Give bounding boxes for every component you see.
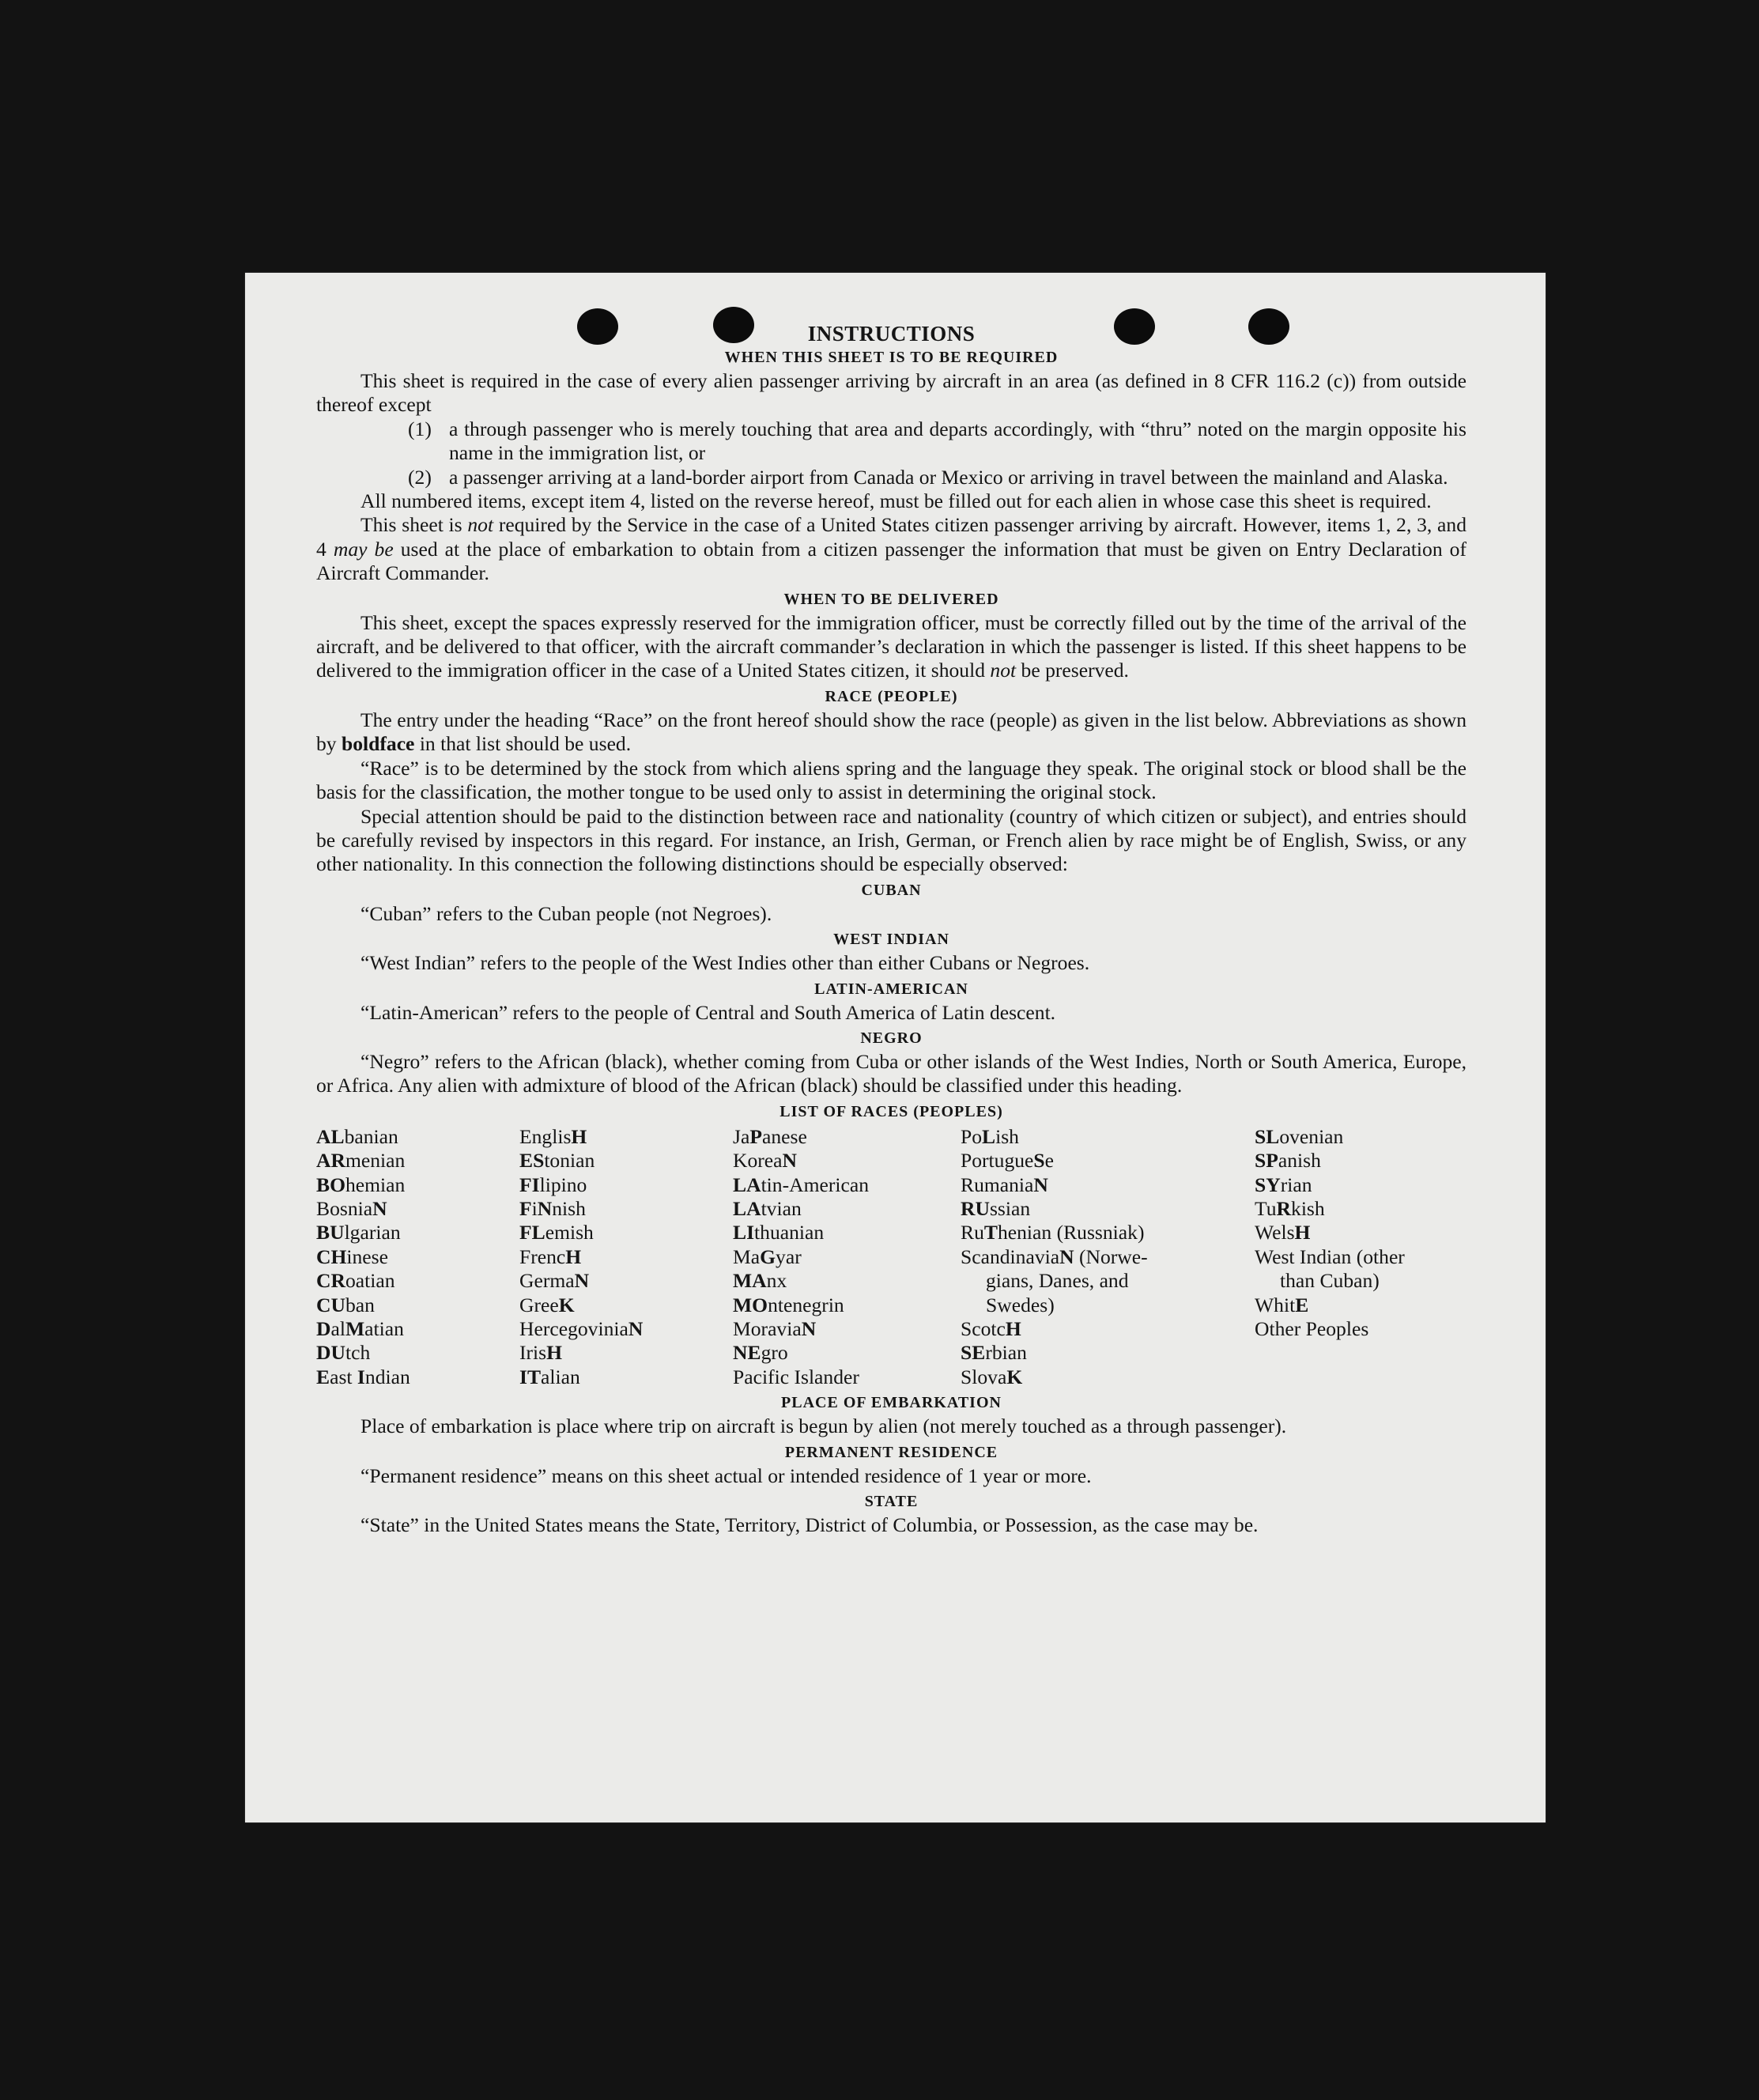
race-abbrev: H: [571, 1124, 587, 1148]
race-abbrev: T: [983, 1221, 998, 1245]
race-text: Gree: [519, 1293, 559, 1316]
race-text: Ja: [733, 1124, 750, 1148]
race-entry: [519, 1365, 733, 1389]
race-text: anese: [761, 1124, 807, 1148]
text-run: in that list should be used.: [414, 732, 632, 756]
race-text: rian: [1280, 1173, 1312, 1196]
race-entry: [961, 1197, 1255, 1221]
paragraph: [316, 513, 1466, 585]
paragraph: Special attention should be paid to the distinction between race and nationality (country of which citizen or subject), and entries should be carefully revised by inspectors in this regard. For instance, an Irish, German, or French alien by race might be of English, Swiss, or any other nationality. In this connection the following distinctions should be especially observed:: [316, 804, 1466, 876]
heading-latin-american: LATIN-AMERICAN: [814, 980, 968, 998]
race-entry: [733, 1341, 961, 1365]
item-number: (2): [408, 465, 432, 489]
race-text: Bosnia: [316, 1196, 373, 1220]
race-text: ban: [345, 1293, 375, 1316]
race-abbrev: K: [558, 1293, 575, 1316]
race-abbrev: E: [316, 1365, 330, 1388]
heading-west-indian: WEST INDIAN: [833, 931, 949, 949]
race-text: Wels: [1255, 1221, 1295, 1245]
document-page: [245, 273, 1546, 1822]
heading-permanent-residence: PERMANENT RESIDENCE: [784, 1443, 998, 1461]
race-entry: [316, 1269, 519, 1293]
races-list: [316, 1125, 1466, 1389]
race-text: inese: [346, 1245, 388, 1268]
item-text: a through passenger who is merely touching that area and departs accordingly, with “thru” noted on the margin opposite his name in the immigration list, or: [449, 417, 1466, 465]
race-abbrev: N: [782, 1149, 798, 1173]
page-title: INSTRUCTIONS: [807, 322, 976, 346]
race-text: yar: [776, 1245, 802, 1268]
race-abbrev: BU: [316, 1221, 345, 1245]
race-entry: [316, 1245, 519, 1269]
race-entry: [316, 1197, 519, 1221]
item-text: a passenger arriving at a land-border airport from Canada or Mexico or arriving in travel between the mainland and Alaska.: [449, 465, 1448, 489]
race-text: e: [1044, 1149, 1055, 1173]
paragraph: “Cuban” refers to the Cuban people (not Negroes).: [360, 901, 772, 925]
race-entry: [519, 1341, 733, 1365]
race-entry: [733, 1149, 961, 1173]
races-column: [961, 1125, 1255, 1389]
race-entry: [733, 1173, 961, 1197]
races-column: [1255, 1125, 1466, 1389]
race-abbrev: H: [565, 1245, 582, 1268]
race-abbrev: SE: [961, 1341, 986, 1365]
race-abbrev: FL: [519, 1221, 545, 1245]
race-abbrev: BO: [316, 1173, 345, 1196]
race-text: Slova: [961, 1365, 1007, 1388]
race-text: nx: [766, 1269, 787, 1293]
race-abbrev: RU: [961, 1196, 990, 1220]
race-text: Korea: [733, 1149, 783, 1173]
race-abbrev: G: [760, 1245, 776, 1268]
race-text: Tu: [1255, 1196, 1277, 1220]
race-text: atian: [364, 1317, 404, 1340]
race-text: Ma: [733, 1245, 761, 1268]
race-entry: [1255, 1149, 1466, 1173]
race-text: gians, Danes, and: [986, 1269, 1129, 1293]
race-entry: [1255, 1269, 1466, 1293]
race-text: ntenegrin: [768, 1293, 844, 1316]
race-abbrev: K: [1006, 1365, 1023, 1388]
race-text: nish: [552, 1196, 586, 1220]
race-entry: [519, 1221, 733, 1245]
race-abbrev: ES: [519, 1149, 545, 1173]
race-entry: [316, 1317, 519, 1341]
race-text: emish: [545, 1221, 594, 1245]
race-entry: [961, 1294, 1255, 1317]
race-entry: [961, 1269, 1255, 1293]
races-column: [316, 1125, 519, 1389]
race-entry: [1255, 1173, 1466, 1197]
race-text: alian: [541, 1365, 580, 1388]
text-run: This sheet is: [360, 513, 468, 537]
race-text: menian: [345, 1149, 406, 1173]
race-entry: [519, 1125, 733, 1149]
race-entry: [733, 1221, 961, 1245]
race-text: Whit: [1255, 1293, 1296, 1316]
heading-when-delivered: WHEN TO BE DELIVERED: [783, 590, 999, 608]
race-abbrev: H: [1005, 1317, 1021, 1340]
race-entry: [316, 1149, 519, 1173]
race-entry: [733, 1197, 961, 1221]
race-abbrev: LA: [733, 1173, 761, 1196]
paragraph: “Negro” refers to the African (black), whether coming from Cuba or other islands of the West Indies, North or South America, Europe, or Africa. Any alien with admixture of blood of the African (black) should be classified under this heading.: [316, 1049, 1466, 1097]
text-run: required by the Service in the case of a United States citizen passenger arriving by aircraft. However, items 1, 2, 3, and 4: [316, 513, 1466, 561]
race-entry: [316, 1341, 519, 1365]
race-text: Iris: [519, 1341, 547, 1365]
race-abbrev: CR: [316, 1269, 345, 1293]
text-run: be preserved.: [1016, 659, 1129, 682]
heading-cuban: CUBAN: [861, 881, 922, 899]
race-text: tch: [345, 1341, 371, 1365]
race-text: West Indian (other: [1255, 1245, 1405, 1268]
race-text: al: [330, 1317, 345, 1340]
race-abbrev: DU: [316, 1341, 345, 1365]
race-abbrev: N: [628, 1317, 644, 1340]
heading-race: RACE (PEOPLE): [825, 687, 958, 705]
race-text: thuanian: [754, 1221, 825, 1245]
race-text: Germa: [519, 1269, 575, 1293]
race-entry: [961, 1365, 1255, 1389]
race-entry: [961, 1125, 1255, 1149]
race-text: tin-American: [761, 1173, 870, 1196]
race-text: ish: [995, 1124, 1019, 1148]
race-abbrev: I: [357, 1365, 365, 1388]
race-entry: [961, 1341, 1255, 1365]
race-abbrev: LI: [733, 1221, 755, 1245]
race-abbrev: N: [1059, 1245, 1074, 1268]
race-text: kish: [1291, 1196, 1325, 1220]
race-abbrev: MA: [733, 1269, 767, 1293]
emphasis: not: [467, 513, 494, 537]
heading-state: STATE: [864, 1493, 919, 1511]
race-abbrev: E: [1295, 1293, 1309, 1316]
emphasis: may be: [333, 537, 394, 561]
race-abbrev: D: [316, 1317, 331, 1340]
paragraph: [316, 708, 1466, 757]
paragraph: This sheet is required in the case of every alien passenger arriving by aircraft in an area (as defined in 8 CFR 116.2 (c)) from outside thereof except: [316, 369, 1466, 417]
race-entry: [519, 1173, 733, 1197]
race-text: Scotc: [961, 1317, 1006, 1340]
race-text: Po: [961, 1124, 983, 1148]
heading-negro: NEGRO: [860, 1029, 923, 1047]
race-entry: [316, 1221, 519, 1245]
race-abbrev: SP: [1255, 1149, 1278, 1173]
race-abbrev: SL: [1255, 1124, 1280, 1148]
race-abbrev: FI: [519, 1173, 540, 1196]
race-entry: [519, 1245, 733, 1269]
race-abbrev: AR: [316, 1149, 345, 1173]
race-entry: [733, 1294, 961, 1317]
race-entry: [316, 1125, 519, 1149]
race-abbrev: AL: [316, 1124, 345, 1148]
race-abbrev: M: [345, 1317, 365, 1340]
races-column: [519, 1125, 733, 1389]
race-entry: [1255, 1245, 1466, 1269]
race-entry: [961, 1173, 1255, 1197]
race-text: oatian: [345, 1269, 395, 1293]
race-text: anish: [1278, 1149, 1321, 1173]
race-entry: [1255, 1197, 1466, 1221]
race-abbrev: N: [372, 1196, 387, 1220]
race-entry: [733, 1269, 961, 1293]
race-entry: [733, 1245, 961, 1269]
race-entry: [733, 1365, 961, 1389]
paragraph: “Race” is to be determined by the stock from which aliens spring and the language they speak. The original stock or blood shall be the basis for the classification, the mother tongue to be used only to assist in determining the original stock.: [316, 756, 1466, 804]
heading-when-required: WHEN THIS SHEET IS TO BE REQUIRED: [724, 349, 1059, 366]
item-number: (1): [408, 417, 432, 440]
race-text: lipino: [539, 1173, 587, 1196]
race-entry: [316, 1365, 519, 1389]
race-text: Moravia: [733, 1317, 802, 1340]
race-entry: [519, 1197, 733, 1221]
race-entry: [1255, 1317, 1466, 1341]
race-entry: [733, 1317, 961, 1341]
race-abbrev: P: [749, 1124, 762, 1148]
race-text: Portugue: [961, 1149, 1034, 1173]
race-abbrev: S: [1033, 1149, 1045, 1173]
race-abbrev: N: [537, 1196, 553, 1220]
text-run: The entry under the heading “Race” on the front hereof should show the race (people) as given in the list below. Abbreviations as shown by: [316, 708, 1466, 756]
bold-term: boldface: [342, 732, 415, 756]
race-abbrev: CH: [316, 1245, 347, 1268]
race-text: than Cuban): [1280, 1269, 1380, 1293]
race-entry: [733, 1125, 961, 1149]
race-entry: [519, 1317, 733, 1341]
race-text: banian: [344, 1124, 398, 1148]
paragraph: Place of embarkation is place where trip on aircraft is begun by alien (not merely touched as a through passenger).: [360, 1414, 1287, 1438]
race-abbrev: NE: [733, 1341, 761, 1365]
race-entry: [1255, 1294, 1466, 1317]
race-entry: [961, 1149, 1255, 1173]
race-text: gro: [761, 1341, 788, 1365]
race-text: henian (Russniak): [997, 1221, 1145, 1245]
race-text: Ru: [961, 1221, 984, 1245]
heading-list-of-races: LIST OF RACES (PEOPLES): [779, 1102, 1003, 1120]
race-text: hemian: [345, 1173, 406, 1196]
race-abbrev: H: [546, 1341, 563, 1365]
race-abbrev: N: [574, 1269, 590, 1293]
race-text: ssian: [989, 1196, 1031, 1220]
race-text: Rumania: [961, 1173, 1034, 1196]
race-abbrev: IT: [519, 1365, 542, 1388]
race-entry: [316, 1294, 519, 1317]
race-text: lgarian: [344, 1221, 401, 1245]
race-entry: [1255, 1125, 1466, 1149]
race-abbrev: L: [982, 1124, 996, 1148]
race-text: ndian: [364, 1365, 410, 1388]
race-abbrev: N: [801, 1317, 817, 1340]
race-abbrev: N: [1033, 1173, 1048, 1196]
race-abbrev: LA: [733, 1196, 761, 1220]
paragraph: All numbered items, except item 4, listed on the reverse hereof, must be filled out for each alien in whose case this sheet is required.: [360, 489, 1432, 513]
race-text: Swedes): [986, 1293, 1055, 1316]
race-entry: [316, 1173, 519, 1197]
race-text: ast: [330, 1365, 357, 1388]
race-text: Scandinavia: [961, 1245, 1060, 1268]
paragraph: “West Indian” refers to the people of the West Indies other than either Cubans or Negroes.: [360, 951, 1090, 975]
races-column: [733, 1125, 961, 1389]
race-entry: [961, 1317, 1255, 1341]
paragraph: “Permanent residence” means on this sheet actual or intended residence of 1 year or more.: [360, 1464, 1092, 1487]
race-text: tvian: [761, 1196, 802, 1220]
race-text: rbian: [985, 1341, 1027, 1365]
list-item: [408, 466, 1466, 489]
text-run: used at the place of embarkation to obtain from a citizen passenger the information that must be given on Entry Declaration of Aircraft Commander.: [316, 537, 1466, 585]
race-text: Hercegovinia: [519, 1317, 628, 1340]
race-entry: [519, 1294, 733, 1317]
paragraph: “Latin-American” refers to the people of Central and South America of Latin descent.: [360, 1000, 1056, 1024]
race-abbrev: SY: [1255, 1173, 1281, 1196]
race-text: (Norwe-: [1074, 1245, 1148, 1268]
race-text: Frenc: [519, 1245, 566, 1268]
race-text: ovenian: [1279, 1124, 1344, 1148]
paragraph: “State” in the United States means the State, Territory, District of Columbia, or Possession, as the case may be.: [360, 1513, 1259, 1537]
heading-place-of-embarkation: PLACE OF EMBARKATION: [781, 1394, 1002, 1412]
race-text: i: [531, 1196, 538, 1220]
race-text: tonian: [544, 1149, 595, 1173]
race-abbrev: MO: [733, 1293, 768, 1316]
race-entry: [519, 1149, 733, 1173]
race-entry: [961, 1245, 1255, 1269]
race-entry: [961, 1221, 1255, 1245]
race-abbrev: R: [1276, 1196, 1292, 1220]
instructions-content: [316, 322, 1466, 1537]
race-text: Pacific Islander: [733, 1365, 859, 1388]
race-text: Other Peoples: [1255, 1317, 1369, 1340]
emphasis: not: [990, 659, 1017, 682]
list-item: [408, 417, 1466, 466]
text-run: This sheet, except the spaces expressly reserved for the immigration officer, must be correctly filled out by the time of the arrival of the aircraft, and be delivered to that officer, with the aircraft commander’s declaration in which the passenger is listed. If this sheet happens to be delivered to the immigration officer in the case of a United States citizen, it should: [316, 610, 1466, 682]
race-abbrev: CU: [316, 1293, 345, 1316]
race-entry: [1255, 1221, 1466, 1245]
race-abbrev: H: [1294, 1221, 1311, 1245]
race-text: Englis: [519, 1124, 572, 1148]
race-entry: [519, 1269, 733, 1293]
paragraph: [316, 611, 1466, 683]
race-abbrev: F: [519, 1196, 532, 1220]
